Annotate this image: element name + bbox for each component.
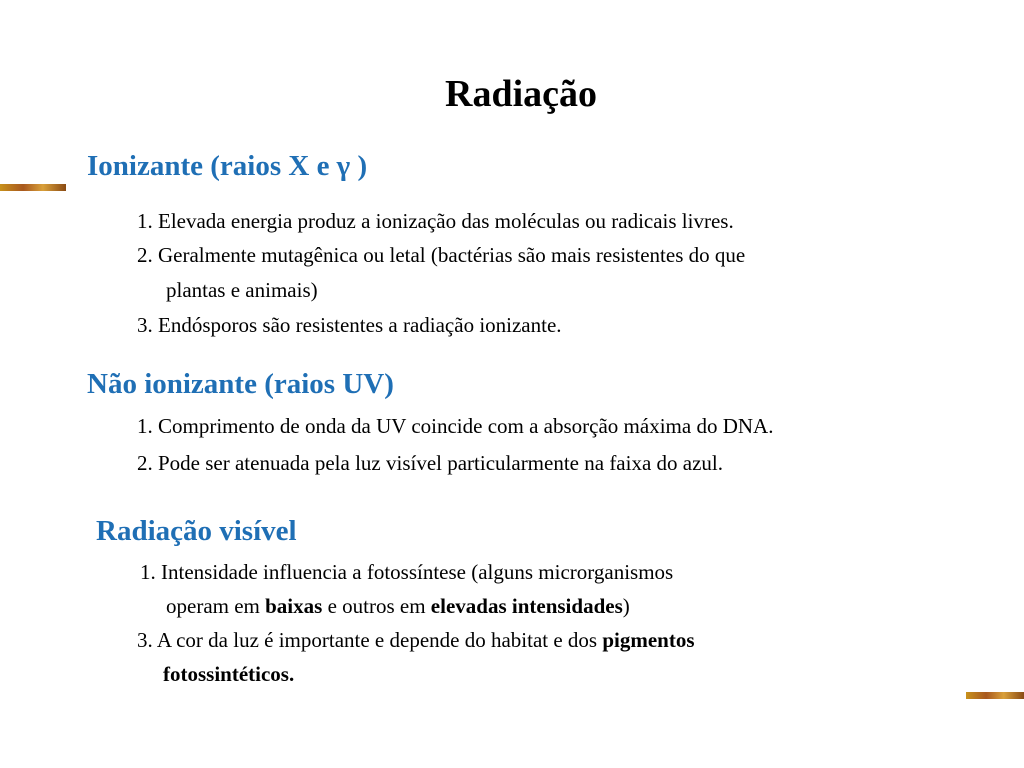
right-accent-bar: [966, 692, 1024, 699]
list-item: 3. Endósporos são resistentes a radiação ionizante.: [137, 313, 562, 337]
text-run: ): [622, 594, 630, 618]
text-run: 3. A cor da luz é importante e depende do habitat e dos: [137, 628, 603, 652]
section-heading-ionizing: Ionizante (raios X e γ ): [87, 150, 368, 182]
list-item: 2. Pode ser atenuada pela luz visível particularmente na faixa do azul.: [137, 451, 724, 475]
list-item: 1. Intensidade influencia a fotossíntese (alguns microrganismos: [140, 560, 674, 584]
bold-text: fotossintéticos.: [163, 662, 295, 686]
list-item: [137, 628, 695, 653]
section-heading-non-ionizing: Não ionizante (raios UV): [87, 368, 394, 400]
list-item: 2. Geralmente mutagênica ou letal (bactérias são mais resistentes do que: [137, 243, 746, 267]
section-heading-visible: Radiação visível: [96, 515, 297, 547]
list-item: plantas e animais): [166, 278, 318, 302]
slide-title: Radiação: [445, 73, 597, 115]
left-accent-bar: [0, 184, 66, 191]
bold-text: elevadas intensidades: [430, 594, 623, 618]
bold-text: baixas: [265, 594, 323, 618]
text-run: operam em: [166, 594, 266, 618]
bold-text: pigmentos: [602, 628, 695, 652]
list-item: 1. Elevada energia produz a ionização das moléculas ou radicais livres.: [137, 209, 734, 233]
list-item: [163, 662, 294, 687]
list-item: [166, 594, 630, 619]
text-run: e outros em: [322, 594, 431, 618]
list-item: 1. Comprimento de onda da UV coincide com a absorção máxima do DNA.: [137, 414, 774, 438]
